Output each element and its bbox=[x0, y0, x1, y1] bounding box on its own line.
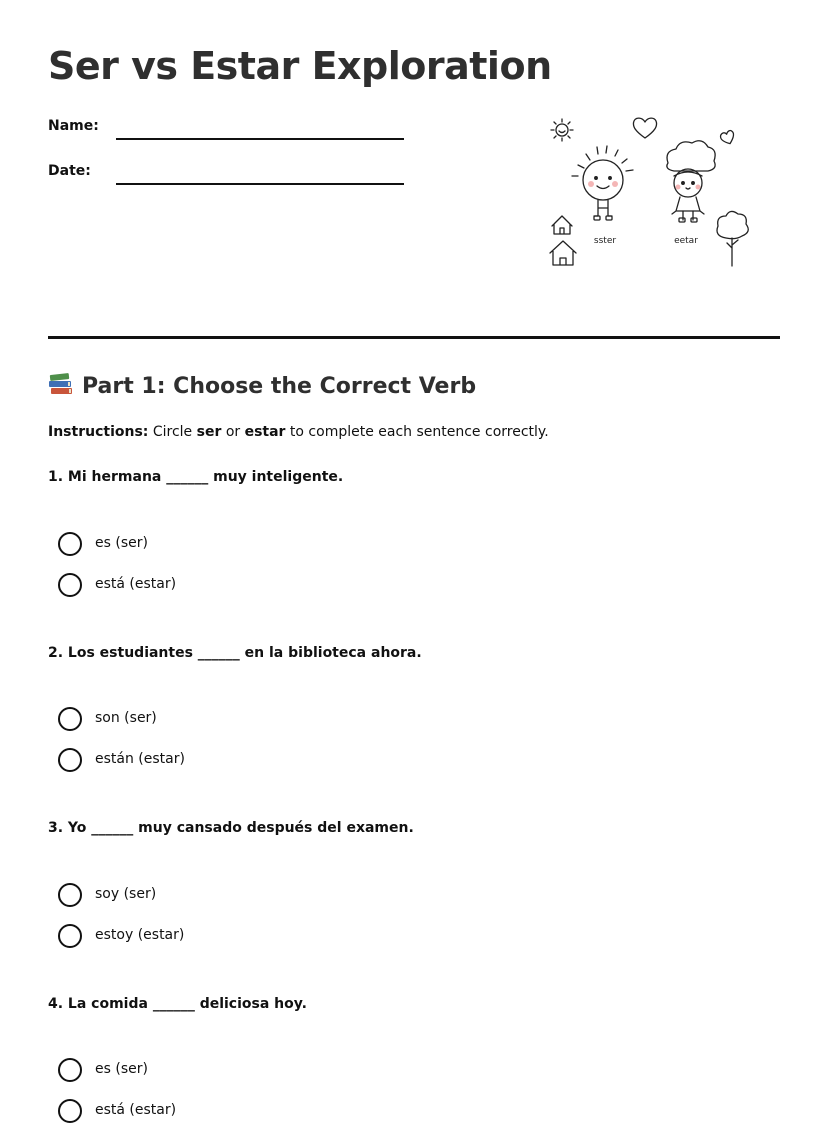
question-2: 2. Los estudiantes ______ en la biblioteca ahora. bbox=[48, 645, 422, 661]
tree-icon bbox=[717, 211, 748, 266]
small-heart-icon bbox=[719, 130, 736, 146]
instructions-text-2: to complete each sentence correctly. bbox=[289, 424, 549, 440]
instructions-ser: ser bbox=[196, 424, 222, 440]
question-4: 4. La comida ______ deliciosa hoy. bbox=[48, 996, 307, 1012]
page-title: Ser vs Estar Exploration bbox=[48, 44, 552, 88]
ser-kid-label: sster bbox=[593, 236, 617, 246]
part1-title bbox=[48, 372, 476, 399]
estar-kid-drawing bbox=[667, 141, 715, 222]
heart-icon bbox=[633, 118, 656, 138]
option-label: soy (ser) bbox=[95, 886, 157, 902]
instructions-or: or bbox=[225, 424, 241, 440]
date-field bbox=[48, 163, 408, 193]
section-divider bbox=[48, 336, 780, 339]
instructions-text-1: Circle bbox=[152, 424, 193, 440]
option-label: están (estar) bbox=[95, 751, 185, 767]
radio-circle[interactable] bbox=[58, 707, 82, 731]
instructions bbox=[48, 424, 549, 440]
name-write-line bbox=[116, 138, 404, 140]
question-1: 1. Mi hermana ______ muy inteligente. bbox=[48, 469, 344, 485]
radio-circle[interactable] bbox=[58, 924, 82, 948]
radio-circle[interactable] bbox=[58, 748, 82, 772]
small-sun-icon bbox=[551, 119, 573, 141]
option-label: está (estar) bbox=[95, 576, 177, 592]
name-label: Name: bbox=[48, 118, 99, 134]
name-field bbox=[48, 118, 408, 148]
ser-kid-drawing bbox=[572, 146, 633, 220]
instructions-estar: estar bbox=[244, 424, 286, 440]
option-label: es (ser) bbox=[95, 1061, 148, 1077]
ser-estar-kids-illustration bbox=[540, 108, 750, 274]
instructions-lead: Instructions: bbox=[48, 424, 149, 440]
books-icon bbox=[48, 372, 74, 396]
estar-kid-label: eetar bbox=[674, 236, 698, 246]
part1-title-text: Part 1: Choose the Correct Verb bbox=[82, 374, 477, 399]
radio-circle[interactable] bbox=[58, 883, 82, 907]
option-label: está (estar) bbox=[95, 1102, 177, 1118]
date-write-line bbox=[116, 183, 404, 185]
house-icon bbox=[550, 241, 576, 265]
radio-circle[interactable] bbox=[58, 1058, 82, 1082]
radio-circle[interactable] bbox=[58, 1099, 82, 1123]
option-label: es (ser) bbox=[95, 535, 148, 551]
radio-circle[interactable] bbox=[58, 532, 82, 556]
house-icon bbox=[552, 216, 572, 234]
date-label: Date: bbox=[48, 163, 91, 179]
question-3: 3. Yo ______ muy cansado después del examen. bbox=[48, 820, 414, 836]
radio-circle[interactable] bbox=[58, 573, 82, 597]
option-label: son (ser) bbox=[95, 710, 157, 726]
option-label: estoy (estar) bbox=[95, 927, 185, 943]
